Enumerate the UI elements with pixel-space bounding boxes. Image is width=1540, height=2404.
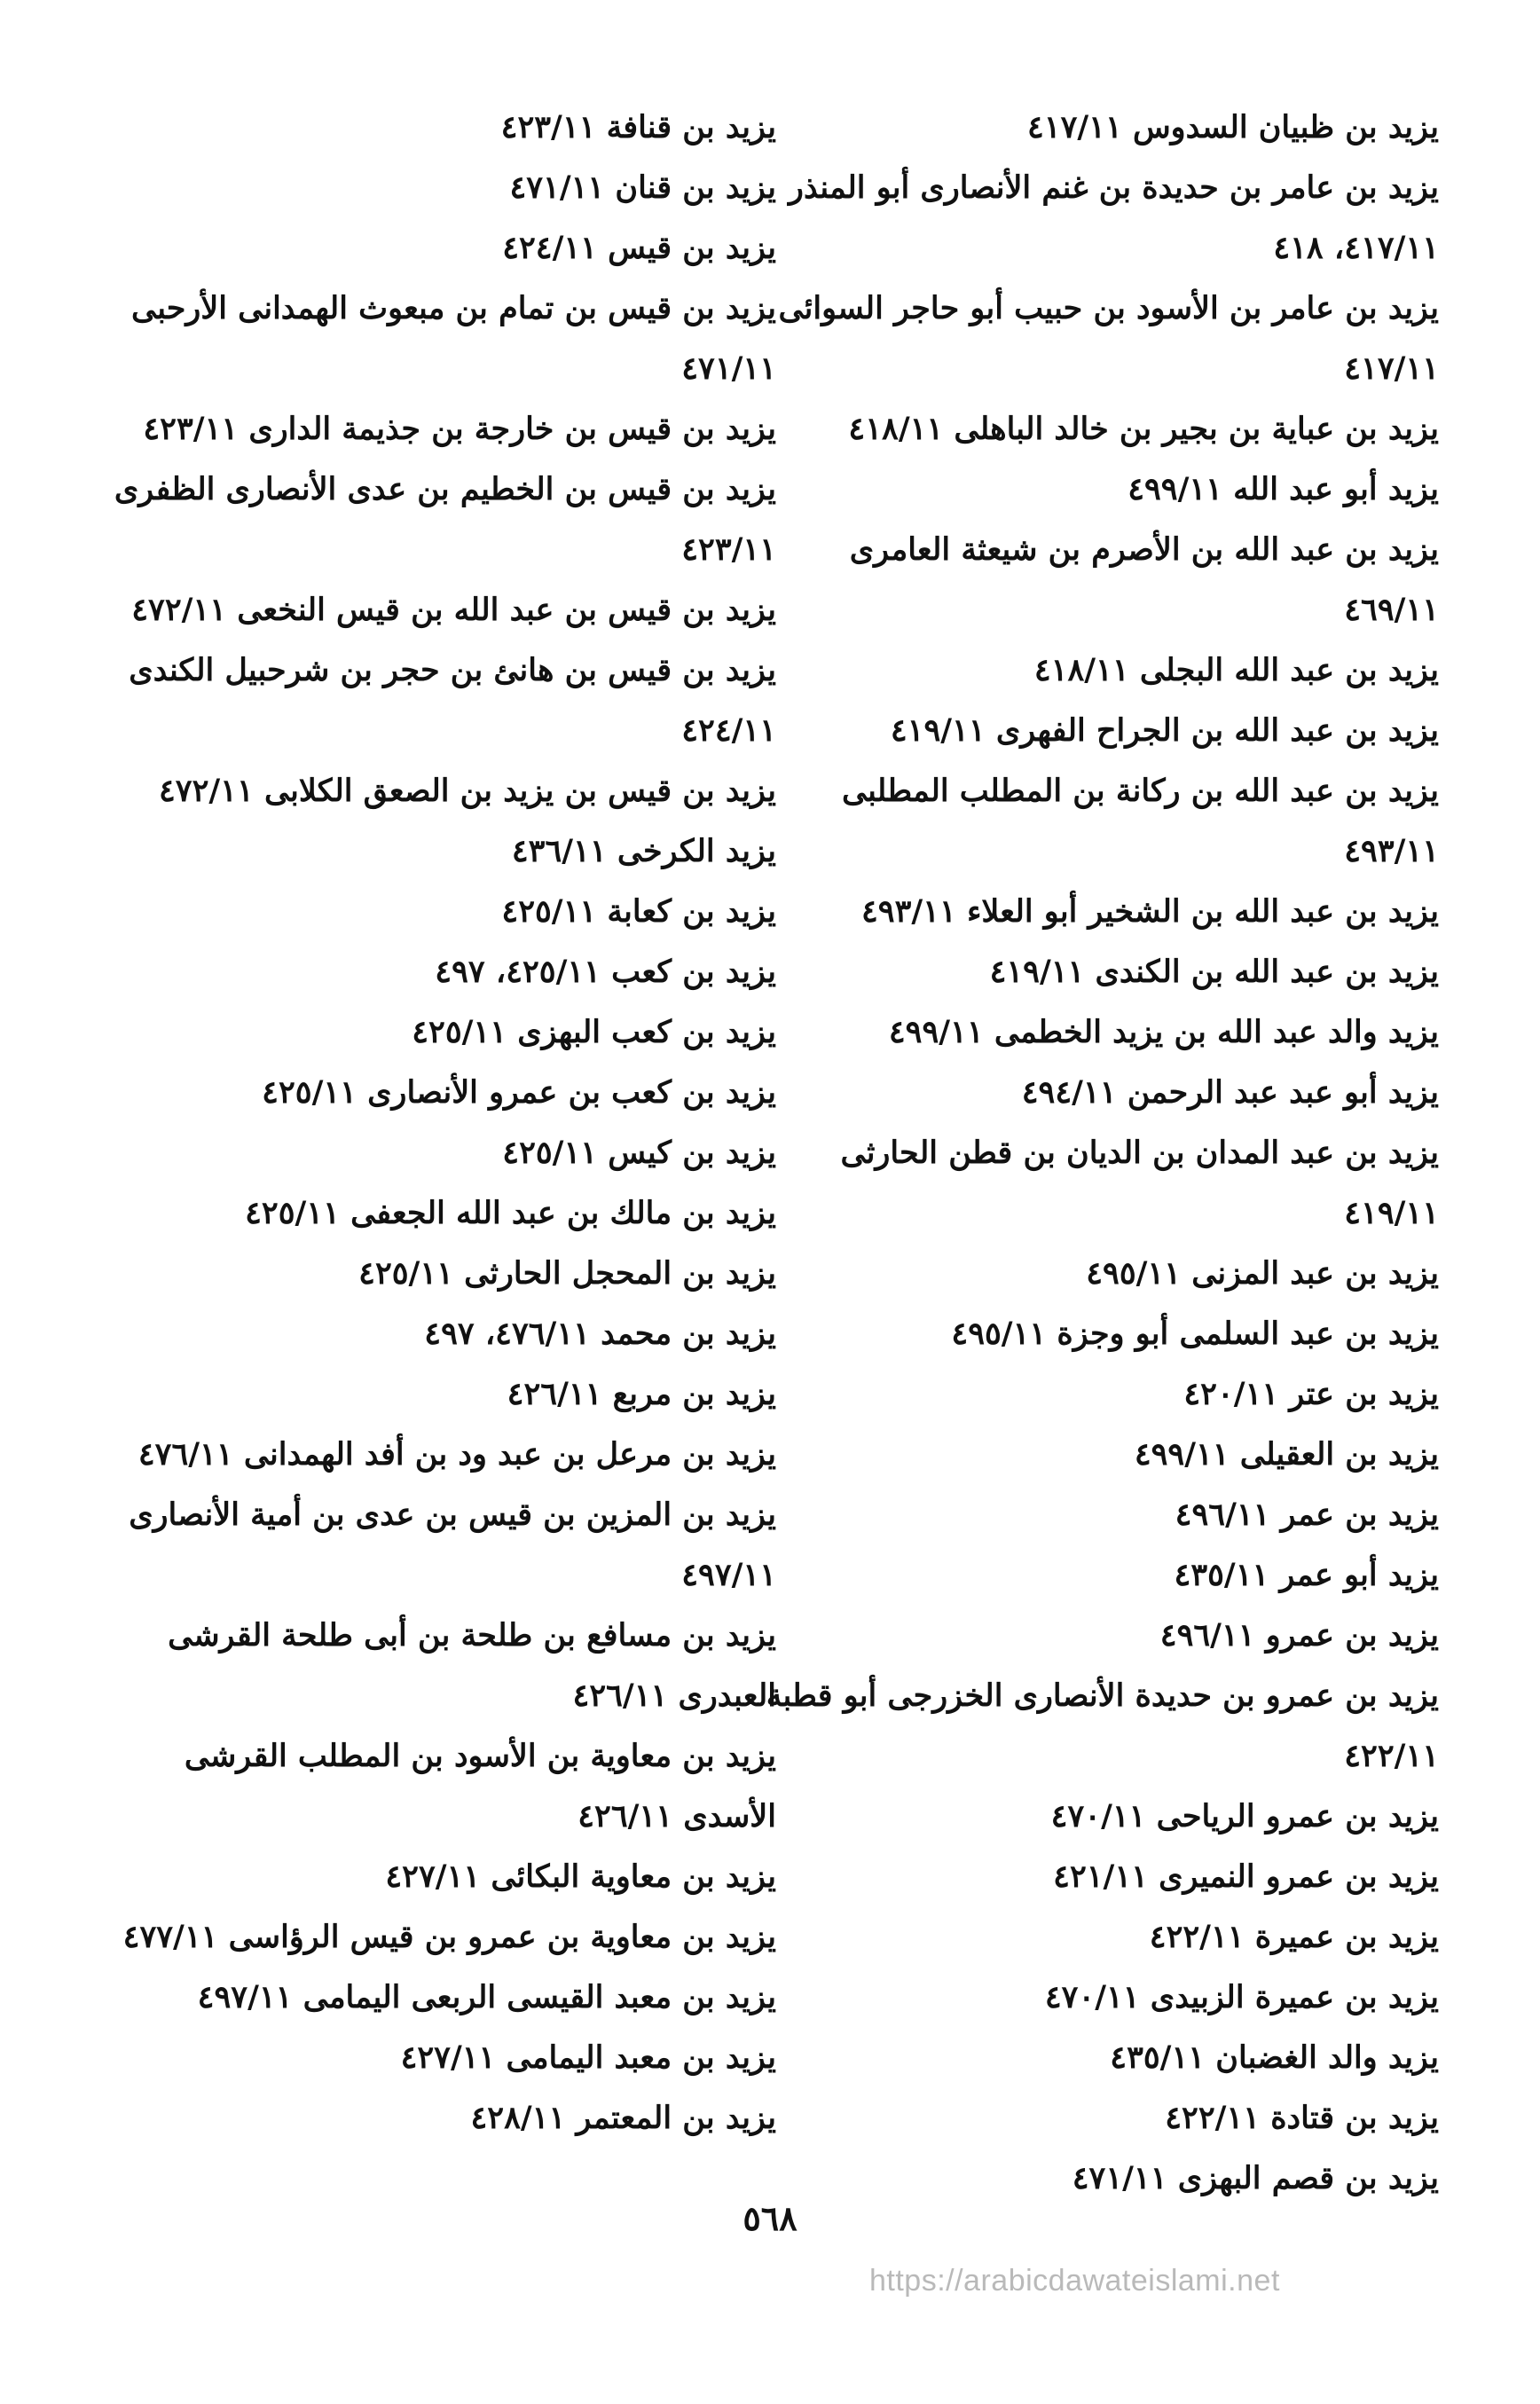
index-entry bbox=[765, 701, 1439, 761]
entry-name: يزيد بن قنافة bbox=[606, 109, 776, 145]
entry-reference: ٤٩٩/١١ bbox=[888, 1014, 984, 1050]
entry-name: يزيد بن معبد اليمامى bbox=[506, 2039, 776, 2076]
entry-name: يزيد بن عمرو النميرى bbox=[1159, 1858, 1439, 1895]
entry-name: يزيد بن كعب البهزى bbox=[517, 1014, 776, 1050]
index-entry bbox=[102, 1063, 776, 1123]
index-entry bbox=[765, 882, 1439, 942]
entry-name: يزيد بن معبد القيسى الربعى اليمامى bbox=[302, 1979, 776, 2015]
entry-reference: ٤٢٥/١١ bbox=[412, 1014, 507, 1050]
entry-reference: ٤٧٦/١١، ٤٩٧ bbox=[424, 1316, 590, 1352]
entry-reference: ٤٩٣/١١ bbox=[1344, 833, 1439, 869]
entry-name: يزيد بن معاوية بن الأسود بن المطلب القرشى الأسدى bbox=[184, 1738, 776, 1834]
entry-reference: ٤٩٤/١١ bbox=[1021, 1074, 1117, 1111]
entry-reference: ٤١٩/١١ bbox=[989, 954, 1085, 990]
index-entry bbox=[765, 761, 1439, 882]
entry-reference: ٤٩٣/١١ bbox=[861, 893, 956, 930]
index-entry bbox=[765, 1002, 1439, 1063]
index-entry bbox=[765, 1485, 1439, 1545]
entry-name: يزيد بن عميرة bbox=[1254, 1919, 1439, 1955]
entry-name: يزيد بن عامر بن حديدة بن غنم الأنصارى أبو المنذر bbox=[789, 169, 1439, 206]
index-entry bbox=[102, 399, 776, 460]
entry-name: يزيد بن قتادة bbox=[1270, 2100, 1439, 2136]
entry-name: يزيد والد الغضبان bbox=[1215, 2039, 1439, 2076]
entry-name: يزيد بن العقيلى bbox=[1239, 1436, 1439, 1473]
entry-reference: ٤٢٥/١١ bbox=[501, 893, 597, 930]
index-entry bbox=[765, 2028, 1439, 2088]
page-number: ٥٦٨ bbox=[742, 2198, 798, 2238]
entry-reference: ٤٢٥/١١ bbox=[502, 1135, 598, 1171]
entry-name: يزيد بن عمرو الرياحى bbox=[1156, 1798, 1439, 1834]
index-entry bbox=[102, 1425, 776, 1485]
entry-reference: ٤٩٩/١١ bbox=[1134, 1436, 1230, 1473]
entry-name: يزيد بن محمد bbox=[601, 1316, 776, 1352]
entry-name: يزيد بن عبد المزنى bbox=[1191, 1255, 1439, 1292]
index-entry bbox=[102, 460, 776, 580]
index-entry bbox=[765, 1606, 1439, 1666]
index-entry bbox=[765, 1666, 1439, 1787]
entry-reference: ٤٢٣/١١ bbox=[143, 411, 239, 447]
index-entry bbox=[765, 1787, 1439, 1847]
entry-reference: ٤٢٣/١١ bbox=[500, 109, 596, 145]
index-entry bbox=[765, 520, 1439, 640]
entry-name: يزيد بن مرعل بن عبد ود بن أفد الهمدانى bbox=[243, 1436, 776, 1473]
index-entry bbox=[102, 1244, 776, 1304]
entry-reference: ٤١٧/١١ bbox=[1026, 109, 1122, 145]
entry-name: يزيد بن مربع bbox=[612, 1376, 776, 1412]
index-entry bbox=[102, 1847, 776, 1907]
entry-name: يزيد أبو عبد الله bbox=[1233, 471, 1439, 507]
entry-reference: ٤٢٦/١١ bbox=[578, 1798, 673, 1834]
entry-name: يزيد بن عبد الله بن الشخير أبو العلاء bbox=[966, 893, 1439, 930]
entry-reference: ٤٧١/١١ bbox=[681, 350, 776, 387]
index-entry bbox=[765, 399, 1439, 460]
index-entry bbox=[102, 218, 776, 279]
index-entry bbox=[765, 942, 1439, 1002]
entry-name: يزيد بن عبد السلمى أبو وجزة bbox=[1057, 1316, 1439, 1352]
entry-reference: ٤٢٧/١١ bbox=[400, 2039, 496, 2076]
index-entry bbox=[765, 1063, 1439, 1123]
index-entry bbox=[765, 158, 1439, 279]
index-entry bbox=[765, 1425, 1439, 1485]
entry-reference: ٤٢٣/١١ bbox=[681, 531, 776, 568]
entry-name: يزيد بن ظبيان السدوس bbox=[1132, 109, 1439, 145]
entry-reference: ٤٩٧/١١ bbox=[197, 1979, 293, 2015]
entry-name: يزيد بن معاوية البكائى bbox=[491, 1858, 776, 1895]
entry-reference: ٤٧٦/١١ bbox=[138, 1436, 233, 1473]
entry-name: يزيد بن كيس bbox=[608, 1135, 776, 1171]
entry-reference: ٤٧٠/١١ bbox=[1044, 1979, 1140, 2015]
entry-name: يزيد بن عبد الله البجلى bbox=[1139, 652, 1439, 688]
entry-reference: ٤٩٧/١١ bbox=[681, 1557, 776, 1593]
entry-name: يزيد بن كعابة bbox=[607, 893, 776, 930]
index-entry bbox=[102, 1907, 776, 1968]
entry-reference: ٤٧١/١١ bbox=[509, 169, 605, 206]
entry-reference: ٤٣٦/١١ bbox=[511, 833, 607, 869]
watermark-url: https://arabicdawateislami.net bbox=[869, 2264, 1280, 2298]
entry-name: يزيد بن عمر bbox=[1280, 1497, 1439, 1533]
entry-name: يزيد بن عتر bbox=[1289, 1376, 1439, 1412]
entry-reference: ٤٧٧/١١ bbox=[122, 1919, 218, 1955]
entry-reference: ٤٢٦/١١ bbox=[572, 1677, 668, 1714]
entry-name: يزيد بن قيس bbox=[608, 230, 776, 266]
entry-reference: ٤٩٩/١١ bbox=[1128, 471, 1222, 507]
index-entry bbox=[102, 942, 776, 1002]
index-entry bbox=[102, 158, 776, 218]
entry-reference: ٤٢٥/١١، ٤٩٧ bbox=[435, 954, 601, 990]
entry-name: يزيد الكرخى bbox=[617, 833, 776, 869]
index-entry bbox=[765, 1545, 1439, 1606]
index-entry bbox=[765, 460, 1439, 520]
index-entry bbox=[102, 640, 776, 761]
entry-reference: ٤٧٢/١١ bbox=[131, 592, 227, 628]
entry-reference: ٤٢٨/١١ bbox=[470, 2100, 566, 2136]
entry-reference: ٤٢٤/١١ bbox=[681, 712, 776, 749]
entry-reference: ٤١٨/١١ bbox=[848, 411, 944, 447]
index-entry bbox=[102, 2088, 776, 2149]
index-entry bbox=[102, 279, 776, 399]
entry-reference: ٤٢٢/١١ bbox=[1149, 1919, 1245, 1955]
index-entry bbox=[102, 1304, 776, 1364]
entry-name: يزيد بن قيس بن يزيد بن الصعق الكلابى bbox=[263, 773, 776, 809]
index-entry bbox=[102, 1968, 776, 2028]
entry-name: يزيد بن قيس بن هانئ بن حجر بن شرحبيل الكندى bbox=[129, 652, 776, 688]
entry-reference: ٤١٨/١١ bbox=[1033, 652, 1129, 688]
entry-name: يزيد بن معاوية بن عمرو بن قيس الرؤاسى bbox=[228, 1919, 776, 1955]
entry-reference: ٤٩٦/١١ bbox=[1175, 1497, 1270, 1533]
entry-reference: ٤٢٥/١١ bbox=[358, 1255, 453, 1292]
index-entry bbox=[765, 1364, 1439, 1425]
index-entry bbox=[102, 1485, 776, 1606]
entry-reference: ٤٣٥/١١ bbox=[1174, 1557, 1269, 1593]
index-entry bbox=[102, 882, 776, 942]
index-entry bbox=[102, 1183, 776, 1244]
entry-reference: ٤٩٥/١١ bbox=[1086, 1255, 1182, 1292]
index-column-right bbox=[765, 98, 1439, 2209]
entry-reference: ٤١٩/١١ bbox=[890, 712, 986, 749]
entry-reference: ٤٢٠/١١ bbox=[1183, 1376, 1279, 1412]
index-entry bbox=[102, 1726, 776, 1847]
entry-reference: ٤٢٤/١١ bbox=[502, 230, 597, 266]
index-entry bbox=[765, 1244, 1439, 1304]
index-entry bbox=[765, 640, 1439, 701]
entry-name: يزيد بن المزين بن قيس بن عدى بن أمية الأنصارى bbox=[129, 1497, 776, 1533]
entry-name: يزيد بن عمرو بن حديدة الأنصارى الخزرجى أبو قطبة bbox=[766, 1677, 1439, 1714]
index-entry bbox=[102, 98, 776, 158]
entry-name: يزيد بن عميرة الزبيدى bbox=[1150, 1979, 1439, 2015]
entry-reference: ٤١٧/١١، ٤١٨ bbox=[1273, 230, 1439, 266]
entry-name: يزيد أبو عمر bbox=[1279, 1557, 1439, 1593]
entry-reference: ٤٢٥/١١ bbox=[245, 1195, 340, 1231]
entry-reference: ٤٢٧/١١ bbox=[385, 1858, 481, 1895]
entry-name: يزيد والد عبد الله بن يزيد الخطمى bbox=[994, 1014, 1439, 1050]
entry-name: يزيد بن المعتمر bbox=[576, 2100, 776, 2136]
entry-name: يزيد بن مالك بن عبد الله الجعفى bbox=[350, 1195, 776, 1231]
index-entry bbox=[765, 279, 1439, 399]
entry-reference: ٤١٩/١١ bbox=[1344, 1195, 1439, 1231]
entry-reference: ٤٣٥/١١ bbox=[1110, 2039, 1206, 2076]
entry-name: يزيد بن قيس بن تمام بن مبعوث الهمدانى الأرحبى bbox=[131, 290, 776, 326]
entry-name: يزيد بن عبد الله بن ركانة بن المطلب المطلبى bbox=[841, 773, 1439, 809]
index-entry bbox=[102, 1123, 776, 1183]
entry-name: يزيد بن عبد الله بن الأصرم بن شيعثة العامرى bbox=[849, 531, 1439, 568]
index-entry bbox=[765, 1123, 1439, 1244]
index-entry bbox=[102, 580, 776, 640]
entry-name: يزيد بن عبد الله بن الجراح الفهرى bbox=[995, 712, 1439, 749]
index-column-left bbox=[102, 98, 776, 2149]
index-entry bbox=[102, 1002, 776, 1063]
entry-name: يزيد بن عباية بن بجير بن خالد الباهلى bbox=[954, 411, 1439, 447]
entry-name: يزيد بن قيس بن خارجة بن جذيمة الدارى bbox=[248, 411, 776, 447]
entry-reference: ٤٢١/١١ bbox=[1053, 1858, 1148, 1895]
index-entry bbox=[102, 761, 776, 821]
index-entry bbox=[765, 1304, 1439, 1364]
entry-name: يزيد بن مسافع بن طلحة بن أبى طلحة القرشى العبدرى bbox=[168, 1617, 776, 1714]
index-entry bbox=[765, 1847, 1439, 1907]
entry-reference: ٤٧١/١١ bbox=[1072, 2160, 1167, 2196]
entry-name: يزيد بن كعب bbox=[611, 954, 776, 990]
entry-name: يزيد بن عبد المدان بن الديان بن قطن الحارثى bbox=[840, 1135, 1439, 1171]
entry-name: يزيد بن عبد الله بن الكندى bbox=[1095, 954, 1439, 990]
entry-name: يزيد بن قيس بن الخطيم بن عدى الأنصارى الظفرى bbox=[114, 471, 776, 507]
entry-name: يزيد بن قيس بن عبد الله بن قيس النخعى bbox=[237, 592, 776, 628]
entry-name: يزيد بن عامر بن الأسود بن حبيب أبو حاجر السوائى bbox=[778, 290, 1439, 326]
entry-reference: ٤٧٢/١١ bbox=[159, 773, 254, 809]
entry-name: يزيد بن كعب بن عمرو الأنصارى bbox=[367, 1074, 776, 1111]
index-entry bbox=[102, 2028, 776, 2088]
entry-name: يزيد بن عمرو bbox=[1265, 1617, 1439, 1654]
index-entry bbox=[102, 1606, 776, 1726]
entry-reference: ٤١٧/١١ bbox=[1344, 350, 1439, 387]
entry-name: يزيد أبو عبد عبد الرحمن bbox=[1127, 1074, 1439, 1111]
index-entry bbox=[765, 98, 1439, 158]
index-entry bbox=[765, 2088, 1439, 2149]
entry-reference: ٤٦٩/١١ bbox=[1344, 592, 1439, 628]
entry-reference: ٤٢٦/١١ bbox=[507, 1376, 602, 1412]
index-entry bbox=[765, 1907, 1439, 1968]
entry-name: يزيد بن قصم البهزى bbox=[1177, 2160, 1439, 2196]
index-entry bbox=[102, 1364, 776, 1425]
entry-reference: ٤٢٢/١١ bbox=[1344, 1738, 1439, 1774]
index-entry bbox=[765, 1968, 1439, 2028]
index-entry bbox=[102, 821, 776, 882]
entry-name: يزيد بن المحجل الحارثى bbox=[464, 1255, 776, 1292]
entry-reference: ٤٩٦/١١ bbox=[1159, 1617, 1255, 1654]
entry-reference: ٤٢٢/١١ bbox=[1165, 2100, 1260, 2136]
entry-reference: ٤٩٥/١١ bbox=[951, 1316, 1047, 1352]
entry-reference: ٤٧٠/١١ bbox=[1050, 1798, 1146, 1834]
entry-reference: ٤٢٥/١١ bbox=[262, 1074, 357, 1111]
entry-name: يزيد بن قنان bbox=[615, 169, 776, 206]
